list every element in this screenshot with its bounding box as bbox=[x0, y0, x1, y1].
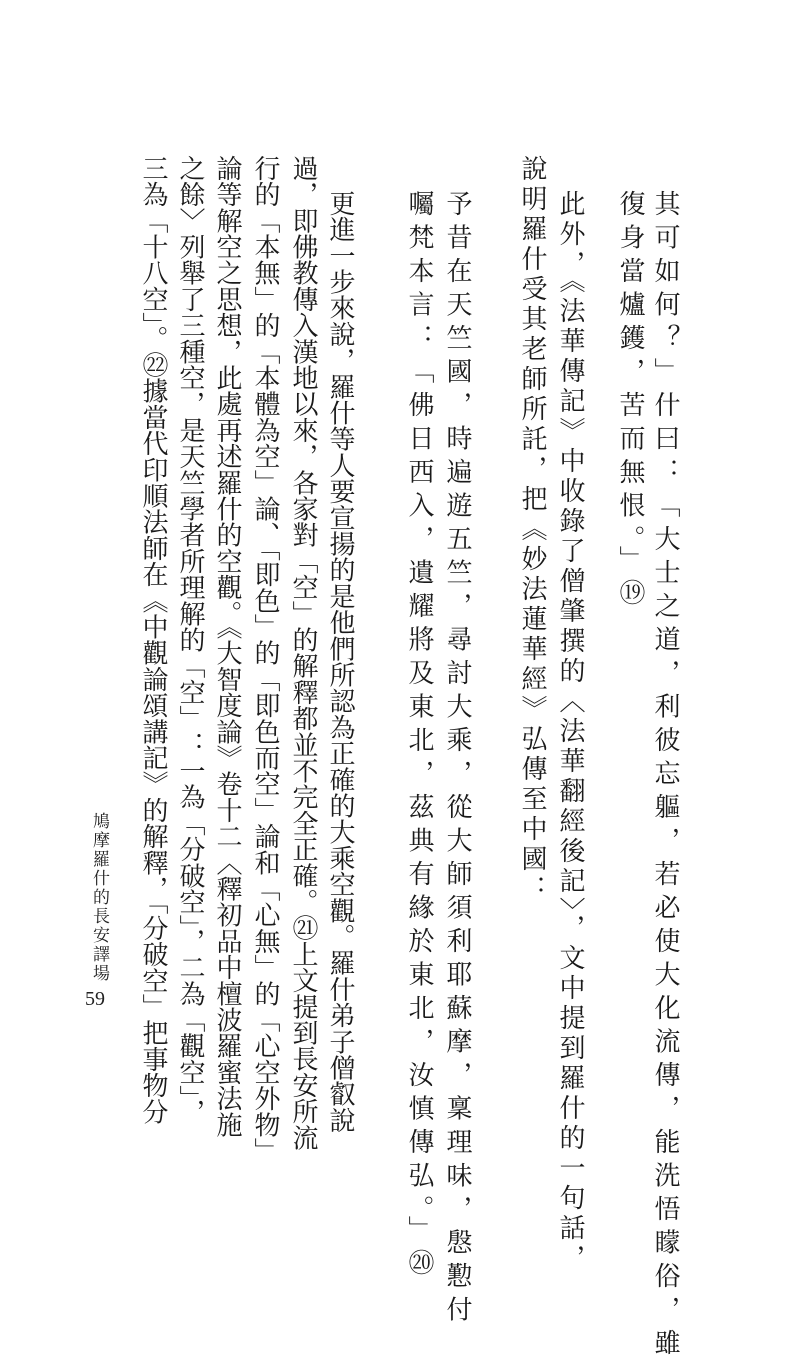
running-head: 鳩摩羅什的長安譯場 bbox=[89, 812, 109, 983]
text-column-4: 說明羅什受其老師所託，把《妙法蓮華經》弘傳至中國： bbox=[517, 155, 547, 905]
text-column-10: 論等解空之思想，此處再述羅什的空觀。《大智度論》卷十二〈釋初品中檀波羅蜜法施 bbox=[212, 155, 242, 1138]
text-column-8: 過，即佛教傳入漢地以來，各家對「空」的解釋都並不完全正確。㉑上文提到長安所流 bbox=[288, 155, 318, 1151]
text-column-1: 其可如何？」什曰：「大士之道，利彼忘軀，若必使大化流傳，能洗悟矇俗，雖 bbox=[650, 190, 680, 1363]
text-column-2: 復身當爐鑊，苦而無恨。」⑲ bbox=[615, 190, 645, 613]
text-column-6: 囑梵本言：「佛日西入，遺耀將及東北，茲典有緣於東北，汝慎傳弘。」⑳ bbox=[404, 190, 434, 1283]
text-column-11: 之餘〉列舉了三種空，是天竺學者所理解的「空」：一為「分破空」，二為「觀空」， bbox=[175, 155, 205, 1125]
text-column-12: 三為「十八空」。㉒據當代印順法師在《中觀論頌講記》的解釋，「分破空」把事物分 bbox=[138, 155, 168, 1125]
page-number: 59 bbox=[85, 988, 105, 1010]
text-column-7: 更進一步來說，羅什等人要宣揚的是他們所認為正確的大乘空觀。羅什弟子僧叡說 bbox=[325, 190, 355, 1134]
text-column-9: 行的「本無」的「本體為空」論、「即色」的「即色而空」論和「心無」的「心空外物」 bbox=[250, 155, 280, 1164]
text-column-5: 予昔在天竺國，時遍遊五竺，尋討大乘，從大師須利耶蘇摩，稟理味，慇懃付 bbox=[442, 190, 472, 1329]
text-column-3: 此外，《法華傳記》中收錄了僧肇撰的〈法華翻經後記〉，文中提到羅什的一句話， bbox=[555, 190, 585, 1274]
